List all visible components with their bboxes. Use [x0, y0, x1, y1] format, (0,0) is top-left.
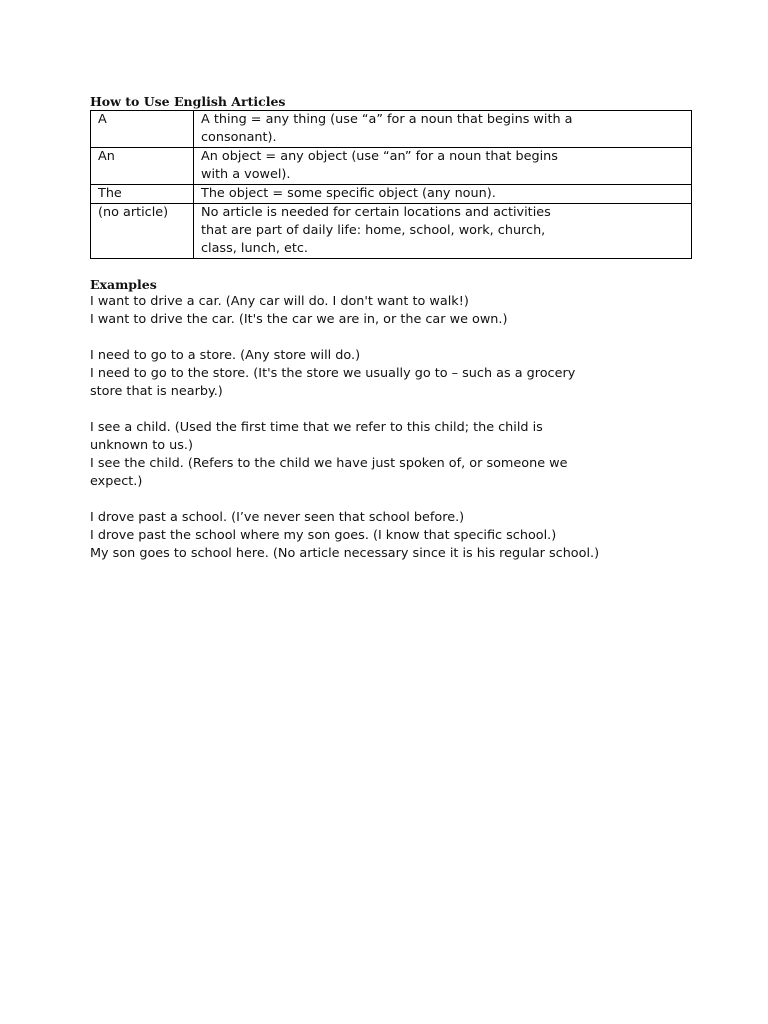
explanation-cell: No article is needed for certain locations and activities that are part of daily life: home, school, work, church, class, lunch, etc.: [194, 204, 692, 259]
articles-table: [90, 110, 692, 259]
example-line: I see a child. (Used the first time that we refer to this child; the child is: [90, 420, 543, 435]
article-cell: (no article): [91, 204, 194, 259]
explanation-cell: An object = any object (use “an” for a noun that begins with a vowel).: [194, 148, 692, 185]
table-row: [91, 148, 692, 185]
table-row: [91, 204, 692, 259]
article-cell: A: [91, 111, 194, 148]
example-line: I want to drive the car. (It's the car we are in, or the car we own.): [90, 312, 508, 327]
explanation-cell: A thing = any thing (use “a” for a noun that begins with a consonant).: [194, 111, 692, 148]
example-line: store that is nearby.): [90, 384, 223, 399]
table-row: [91, 185, 692, 204]
example-line: I see the child. (Refers to the child we have just spoken of, or someone we: [90, 456, 568, 471]
example-group-child: [90, 419, 692, 491]
example-line: I drove past a school. (I’ve never seen that school before.): [90, 510, 465, 525]
examples-section: [90, 293, 692, 563]
document-title: How to Use English Articles: [90, 94, 286, 109]
article-cell: The: [91, 185, 194, 204]
example-line: I want to drive a car. (Any car will do. I don't want to walk!): [90, 294, 469, 309]
example-group-store: [90, 347, 692, 401]
example-line: My son goes to school here. (No article necessary since it is his regular school.): [90, 546, 600, 561]
table-row: [91, 111, 692, 148]
example-line: expect.): [90, 474, 143, 489]
example-group-car: [90, 293, 692, 329]
document-page: [90, 94, 692, 581]
example-line: I need to go to the store. (It's the store we usually go to – such as a grocery: [90, 366, 576, 381]
example-line: I need to go to a store. (Any store will do.): [90, 348, 361, 363]
examples-heading: Examples: [90, 277, 157, 292]
article-cell: An: [91, 148, 194, 185]
example-line: I drove past the school where my son goes. (I know that specific school.): [90, 528, 557, 543]
example-line: unknown to us.): [90, 438, 193, 453]
explanation-cell: The object = some specific object (any noun).: [194, 185, 692, 204]
example-group-school: [90, 509, 692, 563]
